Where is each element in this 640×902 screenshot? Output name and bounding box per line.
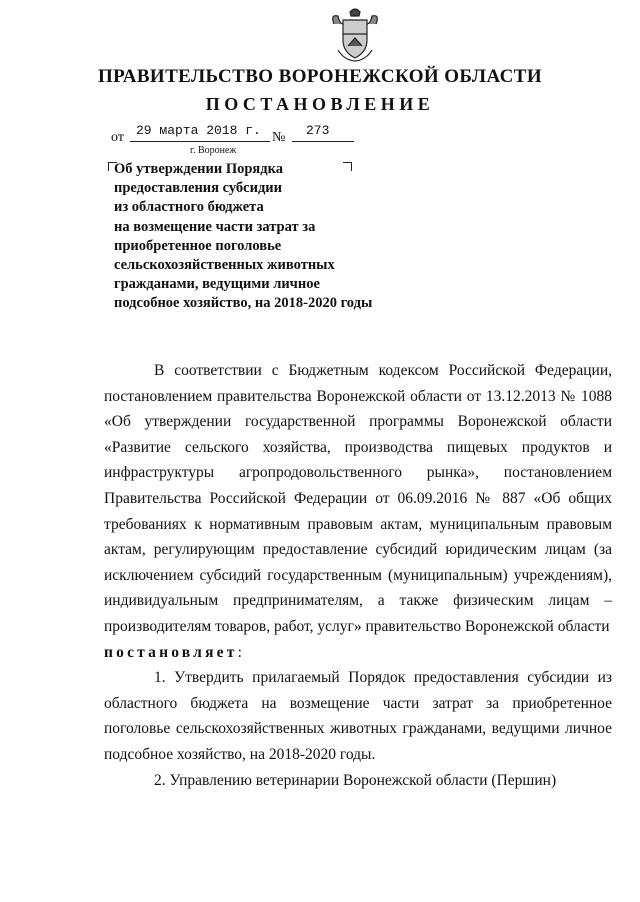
intro-text: В соответствии с Бюджетным кодексом Российской Федерации, постановлением правительства Воронежской области от 13.12.2013 № 1088 «Об утверждении государственной программы Воронежской области «Развитие сельского хозяйства, производства пищевых продуктов и инфраструктуры агропродовольственного рынка», постановлением Правительства Российской Федерации от 06.09.2016 № 887 «Об общих требованиях к нормативным правовым актам, муниципальным правовым актам, регулирующим предоставление субсидий юридическим лицам (за исключением субсидий государственным (муниципальным) учреждениям), индивидуальным предпринимателям, а также физическим лицам – производителям товаров, работ, услуг» правительство Воронежской области [104, 362, 612, 635]
title-line: сельскохозяйственных животных [114, 257, 335, 274]
document-title [114, 160, 414, 314]
title-line: гражданами, ведущими личное [114, 276, 320, 293]
decree-word: постановляет [104, 643, 238, 661]
dateline [0, 122, 640, 146]
decree-paragraph [104, 640, 612, 666]
document-body [104, 358, 612, 793]
from-label: от [111, 130, 124, 145]
item-1-paragraph: 1. Утвердить прилагаемый Порядок предоставления субсидии из областного бюджета на возмещение части затрат за приобретенное поголовье сельскохозяйственных животных гражданами, ведущими личное подсобное хозяйство, на 2018-2020 годы. [104, 669, 612, 763]
number-label: № [272, 130, 286, 145]
document-type: ПОСТАНОВЛЕНИЕ [205, 94, 435, 114]
title-line: из областного бюджета [114, 199, 264, 216]
title-line: на возмещение части затрат за [114, 218, 316, 235]
city-label: г. Воронеж [190, 145, 237, 156]
intro-paragraph [104, 358, 612, 640]
title-line: подсобное хозяйство, на 2018-2020 годы [114, 295, 373, 312]
document-number: 273 [292, 122, 354, 142]
document-date: 29 марта 2018 г. [130, 122, 270, 142]
title-line: Об утверждении Порядка [114, 161, 283, 177]
title-line: приобретенное поголовье [114, 237, 282, 254]
government-name: ПРАВИТЕЛЬСТВО ВОРОНЕЖСКОЙ ОБЛАСТИ [97, 66, 543, 87]
item-2-paragraph: 2. Управлению ветеринарии Воронежской области (Першин) [154, 771, 557, 789]
coat-of-arms-emblem [328, 4, 382, 62]
title-line: предоставления субсидии [114, 180, 283, 197]
decree-colon: : [237, 643, 242, 661]
